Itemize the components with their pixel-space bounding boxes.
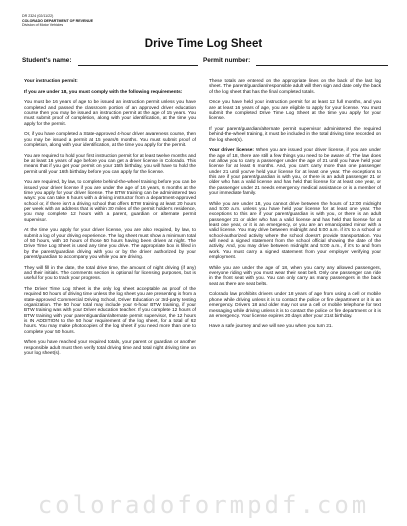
watermark: coloradoformpdf.com xyxy=(37,491,370,519)
paragraph: If your parent/guardian/alternate permit supervisor administered the required behind-the-wheel training, it must be included in the total driving time recorded on the log sheet(s). xyxy=(209,127,381,143)
paragraph: When you have reached your required totals, your parent or guardian or another responsible adult must then verify total driving time and total night driving time on your log sheet(s). xyxy=(24,340,196,357)
paragraph: Or, if you have completed a State-approved 4-hour driver awareness course, then you may be issued a permit at 15 years/6 months. You must submit proof of completion, along with your identification, at the time you apply for the permit. xyxy=(24,132,196,148)
paragraph: Have a safe journey and we will see you when you turn 21. xyxy=(209,324,333,330)
name-fields-row xyxy=(22,57,388,67)
form-id: DR 2324 (02/11/22) xyxy=(22,14,54,18)
paragraph: At the time you apply for your driver license, you are also required, by law, to submit a log of your driving experience. The log sheet must show a minimum total of 50 hours, with 10 hours of those 50 hours having been driven at night. The Drive Time Log Sheet is used any time you drive. The appropriate box is filled in by the parent/guardian driving with you or by the driver authorized by your parent/guardian to accompany you while you are driving. xyxy=(24,228,196,261)
paragraph: While you are under the age of 18, when you carry any allowed passengers, everyone riding with you must wear their seat belt. Only one passenger can ride in the front seat with you. You can only carry as many passengers in the back seat as there are seat belts. xyxy=(209,265,381,287)
permit-number-label: Permit number: xyxy=(203,57,251,64)
paragraph: These totals are entered on the appropriate lines on the back of the last log sheet. The parent/guardian/responsible adult will then sign and date only the back of the log sheet that has the final completed totals. xyxy=(209,79,381,95)
right-column xyxy=(209,79,381,335)
paragraph: The Driver Time Log Sheet is the only log sheet acceptable as proof of the required 50 hours of driving time unless the log sheet you are presenting is from a state-approved Commercial Driving School, Driver Education or 3rd-party testing organization. The 50 hour total may include your 6-hour BTW training, if your BTW training was with your Driver education teacher. If you complete 12 hours of BTW training with your parent/guardian/alternate permit supervisor, the 12 hours is IN ADDITION to the 50 hour requirement of the log sheet, for a total of 62 hours. You may make photocopies of the log sheet if you need more than one to complete your 50 hours. xyxy=(24,287,196,335)
left-column xyxy=(24,79,196,362)
paragraph: Once you have held your instruction permit for at least 12 full months, and you are at least 16 years of age, you are eligible to apply for your license. You must submit the completed Drive Time Log Sheet at the time you apply for your license. xyxy=(209,100,381,122)
permit-number-field[interactable] xyxy=(256,65,388,66)
paragraph: Colorado law prohibits drivers under 18 years of age from using a cell or mobile phone while driving unless it is to contact the police or fire department or it is an emergency. Drivers 18 and older may not use a cell or mobile telephone for text messaging while driving unless it is to contact the police or fire department or it is an emergency. Your license expires 20 days after your 21st birthday. xyxy=(209,292,381,319)
section-subheading: If you are under 18, you must comply with the following requirements: xyxy=(24,89,183,95)
paragraph: You are required, by law, to complete behind-the-wheel training before you can be issued your driver license if you are under the age of 16 years, 6 months at the time you apply for your driver license. The BTW training can be administered two ways: you can take 6 hours with a driving instructor from a department-approved school or, if there isn't a driving school that offers BTW training at least 20 hours per week with an address that is within 30 miles of the permit holder's residence, you may complete 12 hours with a parent, guardian or alternate permit supervisor. xyxy=(24,180,196,223)
department-name: COLORADO DEPARTMENT OF REVENUE xyxy=(22,18,94,23)
paragraph xyxy=(209,148,381,196)
division-name: Division of Motor Vehicles xyxy=(22,23,64,28)
paragraph: You are required to hold your first instruction permit for at least twelve months and be at least 16 years of age before you can get a driver license in Colorado. This means that if you get your permit on your 15th birthday, you will have to hold the permit until your 16th birthday before you can apply for the license. xyxy=(24,153,196,175)
form-header xyxy=(22,14,93,28)
page-title: Drive Time Log Sheet xyxy=(144,38,263,50)
paragraph: You must be 16 years of age to be issued an instruction permit unless you have completed and passed the classroom portion of an approved driver education course then you may be issued an instruction permit at the age of 15 years. You must submit proof of completion, along with your identification, at the time you apply for the permit. xyxy=(24,100,196,127)
driver-license-heading: Your driver license: xyxy=(209,148,255,154)
section-heading: Your instruction permit: xyxy=(24,79,78,84)
student-name-label: Student's name: xyxy=(22,57,72,64)
paragraph: While you are under 18, you cannot drive between the hours of 12:00 midnight and 5:00 a.m. unless you have held your license for at least one year. The exceptions to this are if your parent/guardian is with you, or there is an adult passenger 21 or older who has a valid license and has held that license for at least one year, or it is an emergency, or you are an emancipated minor with a valid license. You may drive between midnight and 5:00 a.m. if it's to a school or school-authorized activity where the school doesn't provide transportation. You will need a signed statement from the school official showing the date of the activity. And, you may drive between midnight and 5:00 a.m., if it's to and from work. You must carry a signed statement from your employer verifying your employment. xyxy=(209,201,381,261)
student-name-field[interactable] xyxy=(78,65,198,66)
paragraph: They will fill in the date, the total drive time, the amount of night driving (if any) and their initials. The comments section is optional for licensing purposes, but is useful for you to track your progress. xyxy=(24,265,196,282)
driver-license-text: When you are issued your driver license, if you are under the age of 18, there are still a few things you need to be aware of. The law does not allow you to carry a passenger under the age of 21 until you have held your license for at least 6 months. And, you can't carry more than one passenger under 21 until you've held your license for at least one year. The exceptions to this are if your parent/guardian is with you, or there is an adult passenger 21 or older who has a valid license and has held that license for at least one year, or the passenger under 21 needs emergency medical assistance or is a member of your immediate family. xyxy=(209,148,382,197)
